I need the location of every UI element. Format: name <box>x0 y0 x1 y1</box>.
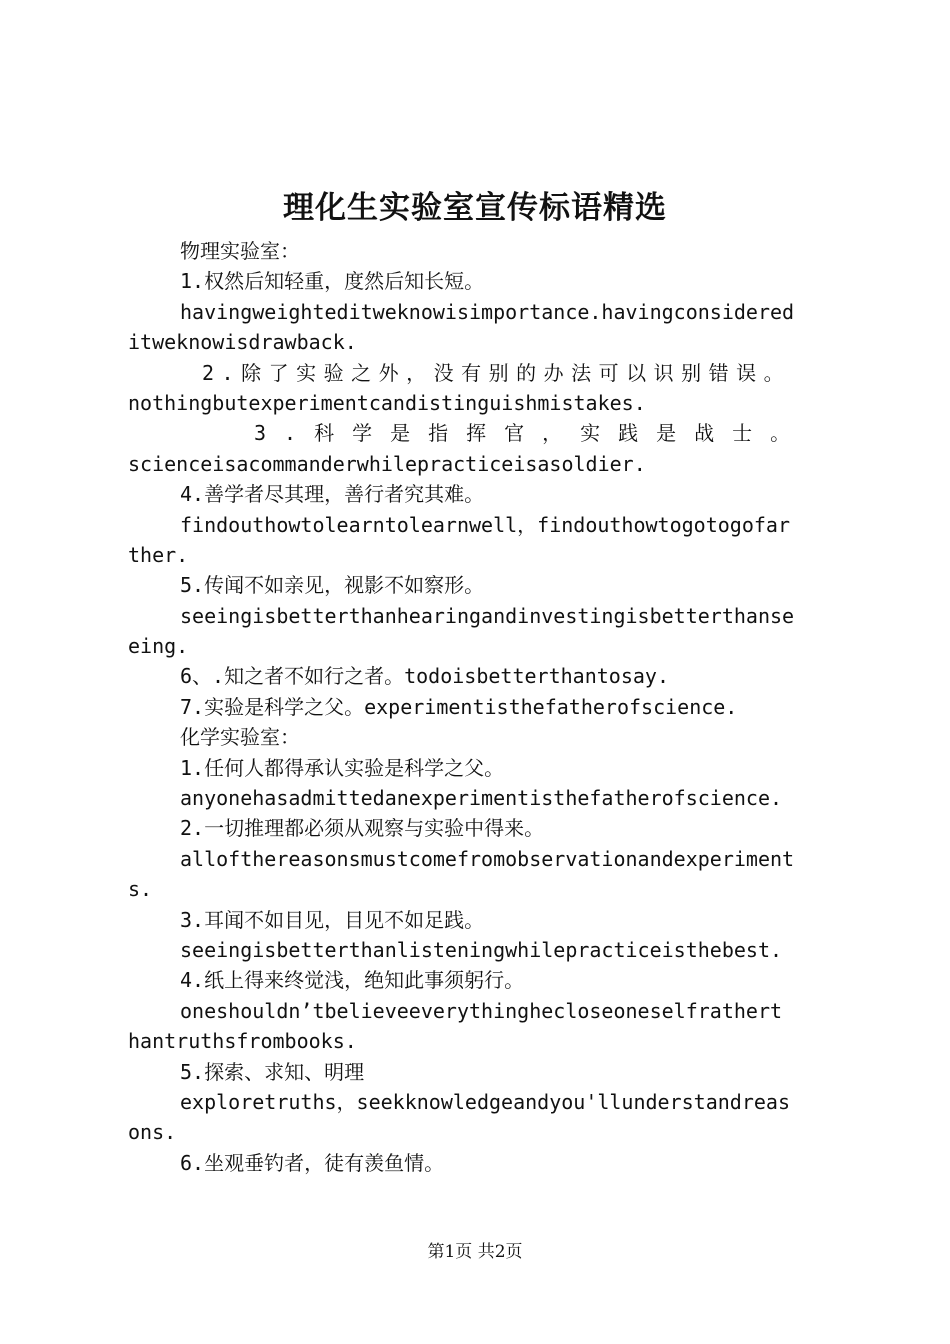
slogan-line: 3.科学是指挥官，实践是战士。 <box>254 421 809 446</box>
slogan-line: 5.探索、求知、明理 <box>180 1059 365 1084</box>
translation-line: oneshouldn’tbelieveeverythinghecloseoneselfrathert <box>180 998 783 1023</box>
slogan-line: 1.权然后知轻重，度然后知长短。 <box>180 269 485 294</box>
translation-line: seeingisbetterthanlisteningwhilepracticeisthebest. <box>180 937 783 962</box>
slogan-line: 6.坐观垂钓者，徒有羡鱼情。 <box>180 1150 445 1175</box>
slogan-line: 1.任何人都得承认实验是科学之父。 <box>180 755 505 780</box>
slogan-line: 5.传闻不如亲见，视影不如察形。 <box>180 573 485 598</box>
translation-line: s. <box>128 877 153 902</box>
translation-line: scienceisacommanderwhilepracticeisasoldier. <box>128 451 646 476</box>
translation-line: anyonehasadmittedanexperimentisthefatherofscience. <box>180 786 783 811</box>
slogan-line: 6、.知之者不如行之者。todoisbetterthantosay. <box>180 664 669 689</box>
translation-line: exploretruths，seekknowledgeandyou'llunderstandreas <box>180 1089 791 1114</box>
slogan-line: 2.一切推理都必须从观察与实验中得来。 <box>180 816 545 841</box>
translation-line: itweknowisdrawback. <box>128 330 357 355</box>
translation-line: nothingbutexperimentcandistinguishmistakes. <box>128 390 646 415</box>
translation-line: hantruthsfrombooks. <box>128 1029 357 1054</box>
translation-line: ons. <box>128 1120 177 1145</box>
slogan-line: 3.耳闻不如目见，目见不如足践。 <box>180 907 485 932</box>
translation-line: eing. <box>128 634 189 659</box>
translation-line: seeingisbetterthanhearingandinvestingisbetterthanse <box>180 603 795 628</box>
translation-line: havingweighteditweknowisimportance.havingconsidered <box>180 299 795 324</box>
slogan-line: 4.纸上得来终觉浅，绝知此事须躬行。 <box>180 968 525 993</box>
slogan-line: 7.实验是科学之父。experimentisthefatherofscience. <box>180 694 738 719</box>
section-heading-chemistry: 化学实验室： <box>180 725 300 750</box>
slogan-line: 2.除了实验之外，没有别的办法可以识别错误。 <box>202 360 792 385</box>
translation-line: findouthowtolearntolearnwell，findouthowtogotogofar <box>180 512 791 537</box>
section-heading-physics: 物理实验室： <box>180 239 300 263</box>
document-title: 理化生实验室宣传标语精选 <box>283 190 667 226</box>
translation-line: ther. <box>128 542 189 567</box>
slogan-line: 4.善学者尽其理，善行者究其难。 <box>180 482 485 507</box>
document-body <box>128 236 834 1178</box>
translation-line: allofthereasonsmustcomefromobservationandexperiment <box>180 846 795 871</box>
page-footer: 第1页 共2页 <box>427 1242 523 1262</box>
